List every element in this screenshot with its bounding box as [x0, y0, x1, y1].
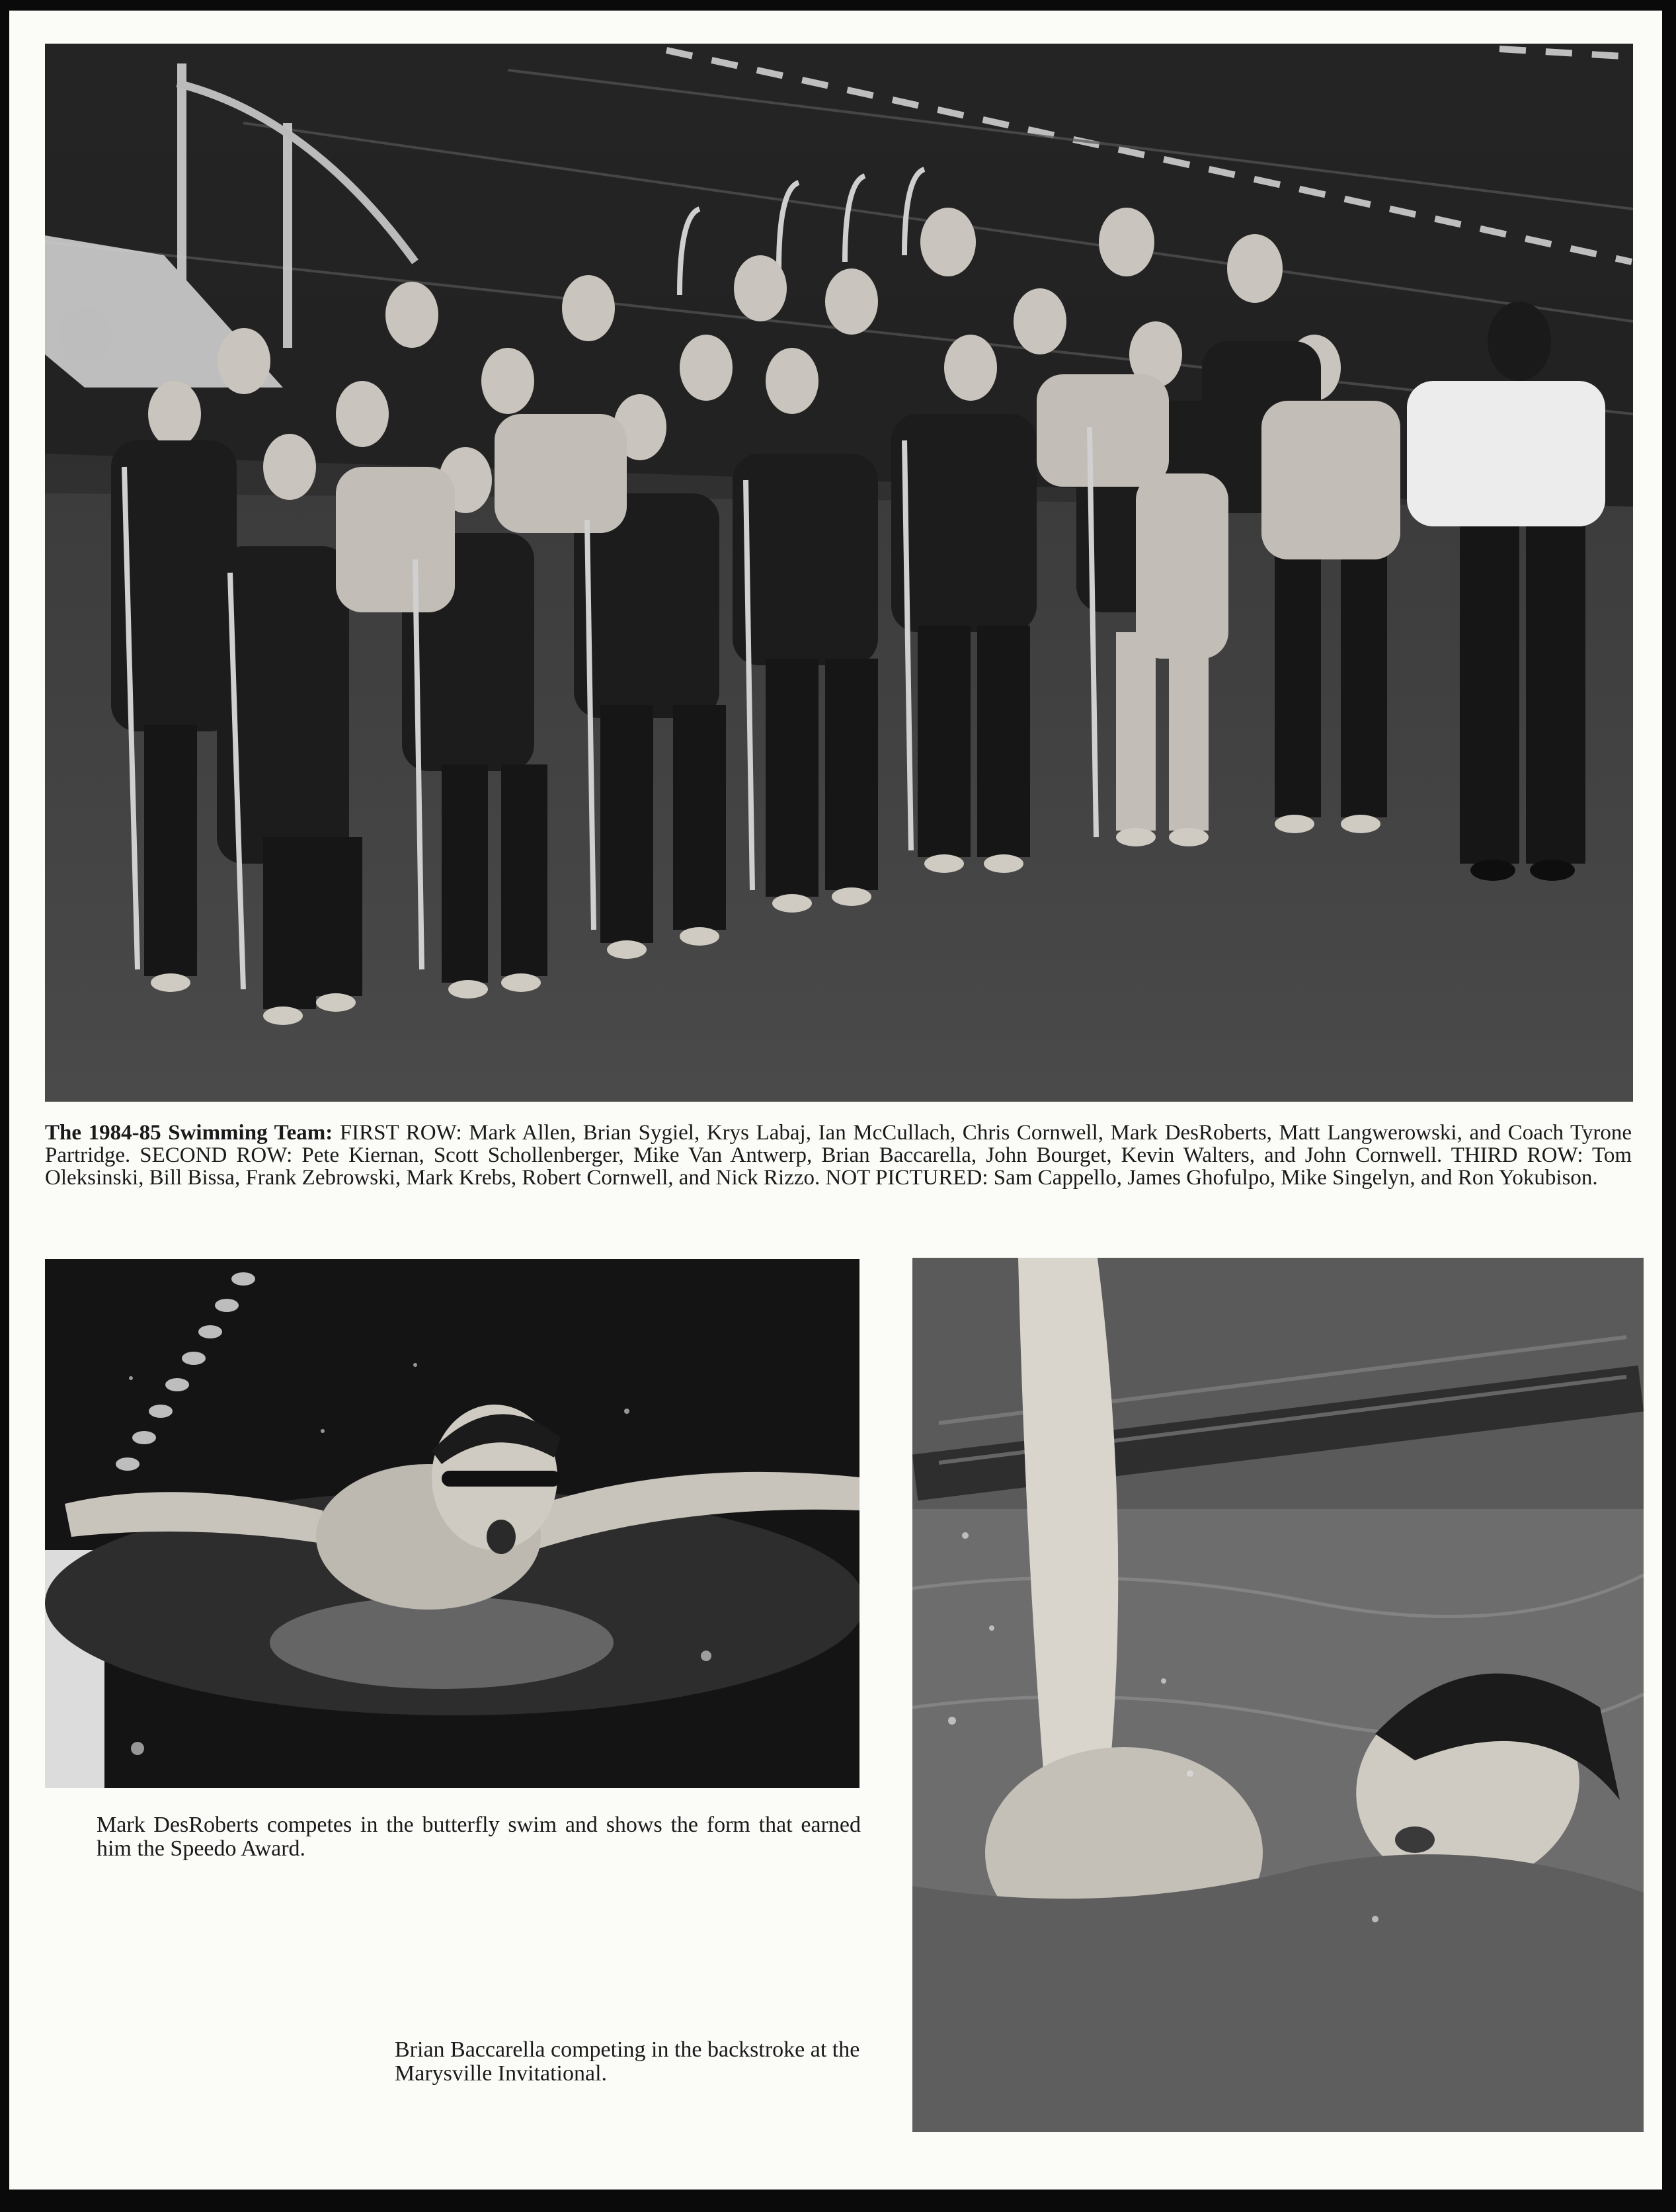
butterfly-photo-image: [45, 1259, 859, 1788]
team-caption-lead: The 1984-85 Swimming Team:: [45, 1121, 333, 1145]
butterfly-photo-caption: Mark DesRoberts competes in the butterfly swim and shows the form that earned him the Speedo Award.: [97, 1813, 861, 1861]
backstroke-photo-image: [912, 1258, 1644, 2132]
backstroke-photo-caption: Brian Baccarella competing in the backstroke at the Marysville Invitational.: [395, 2037, 860, 2086]
team-caption-body: FIRST ROW: Mark Allen, Brian Sygiel, Krys Labaj, Ian McCullach, Chris Cornwell, Mark DesRoberts, Matt Langwerowski, and Coach Tyrone Partridge. SECOND ROW: Pete Kiernan, Scott Schollenberger, Mike Van Antwerp, Brian Baccarella, John Bourget, Kevin Walters, and John Cornwell. THIRD ROW: Tom Oleksinski, Bill Bissa, Frank Zebrowski, Mark Krebs, Robert Cornwell, and Nick Rizzo. NOT PICTURED: Sam Cappello, James Ghofulpo, Mike Singelyn, and Ron Yokubison.: [45, 1121, 1632, 1190]
team-photo-image: [45, 44, 1633, 1102]
team-photo-caption: [45, 1122, 1632, 1189]
scan-border-bottom: [0, 2190, 1676, 2212]
butterfly-photo: [45, 1259, 859, 1788]
backstroke-photo: [912, 1258, 1644, 2132]
yearbook-page: [9, 11, 1662, 2190]
team-photo: [45, 44, 1633, 1102]
